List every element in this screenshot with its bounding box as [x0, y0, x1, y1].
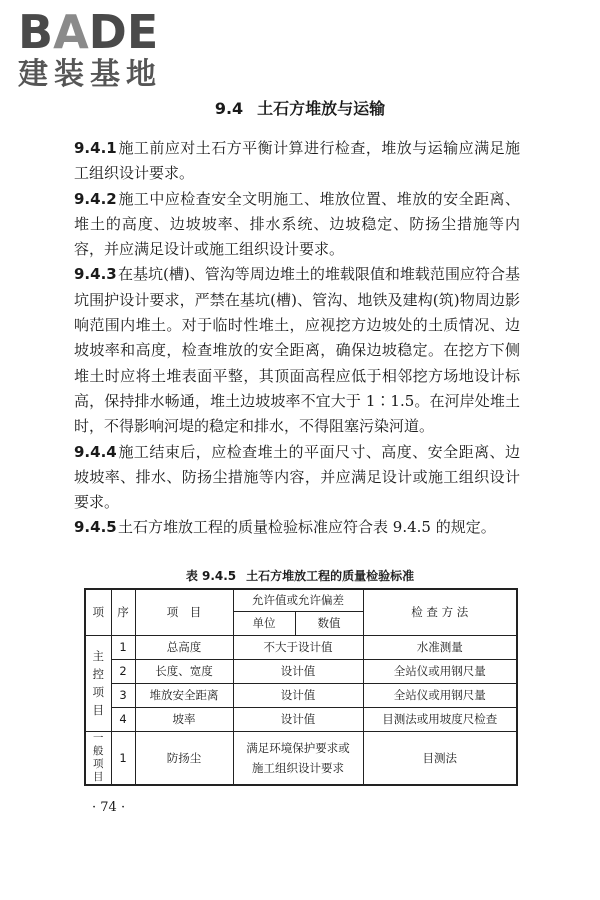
table-row: 4 坡率 设计值 目测法或用坡度尺检查	[85, 707, 517, 731]
table-row: 3 堆放安全距离 设计值 全站仪或用钢尺量	[85, 683, 517, 707]
section-heading: 土石方堆放与运输	[257, 99, 386, 118]
logo-subtitle: 建装基地	[18, 57, 162, 92]
group-main: 主控项目	[85, 635, 111, 731]
page-number: · 74 ·	[92, 800, 126, 815]
quality-standard-table	[84, 588, 518, 786]
group-general: 一般项目	[85, 731, 111, 785]
header-method: 检 查 方 法	[363, 589, 517, 635]
header-seq: 序	[111, 589, 135, 635]
header-unit: 单位	[233, 611, 295, 635]
bade-logo	[18, 5, 162, 92]
header-tolerance: 允许值或允许偏差	[233, 589, 363, 611]
clause-9-4-4: 9.4.4施工结束后，应检查堆土的平面尺寸、高度、安全距离、边坡坡率、排水、防扬尘措施等内容，并应满足设计或施工组织设计要求。	[74, 442, 520, 512]
clause-9-4-3: 9.4.3在基坑(槽)、管沟等周边堆土的堆载限值和堆载范围应符合基坑围护设计要求，严禁在基坑(槽)、管沟、地铁及建构(筑)物周边影响范围内堆土。对于临时性堆土，应视挖方边坡处的土质情况、边坡坡率和高度，检查堆放的安全距离，确保边坡稳定。在挖方下侧堆土时应将土堆表面平整，其顶面高程应低于相邻挖方场地设计标高，保持排水畅通，堆土边坡坡率不宜大于 1∶1.5。在河岸处堆土时，不得影响河堤的稳定和排水，不得阻塞污染河道。	[74, 265, 520, 436]
header-item: 项 目	[135, 589, 233, 635]
header-category: 项	[85, 589, 111, 635]
table-caption: 表 9.4.5 土石方堆放工程的质量检验标准	[185, 569, 415, 583]
table-header-row	[85, 589, 517, 611]
section-title	[0, 96, 600, 119]
clause-9-4-1: 9.4.1施工前应对土石方平衡计算进行检查，堆放与运输应满足施工组织设计要求。	[74, 139, 520, 183]
header-value: 数值	[295, 611, 363, 635]
table-row: 主控项目 1 总高度 不大于设计值 水准测量	[85, 635, 517, 659]
clause-9-4-5: 9.4.5土石方堆放工程的质量检验标准应符合表 9.4.5 的规定。	[74, 518, 496, 537]
table-row: 一般项目 1 防扬尘 满足环境保护要求或 施工组织设计要求 目测法	[85, 731, 517, 785]
section-number: 9.4	[214, 99, 244, 118]
clause-9-4-2: 9.4.2施工中应检查安全文明施工、堆放位置、堆放的安全距离、堆土的高度、边坡坡率、排水系统、边坡稳定、防扬尘措施等内容，并应满足设计或施工组织设计要求。	[74, 189, 520, 259]
clause-list	[74, 136, 520, 541]
table-row: 2 长度、宽度 设计值 全站仪或用钢尺量	[85, 659, 517, 683]
logo-wordmark: BADE	[18, 5, 159, 59]
